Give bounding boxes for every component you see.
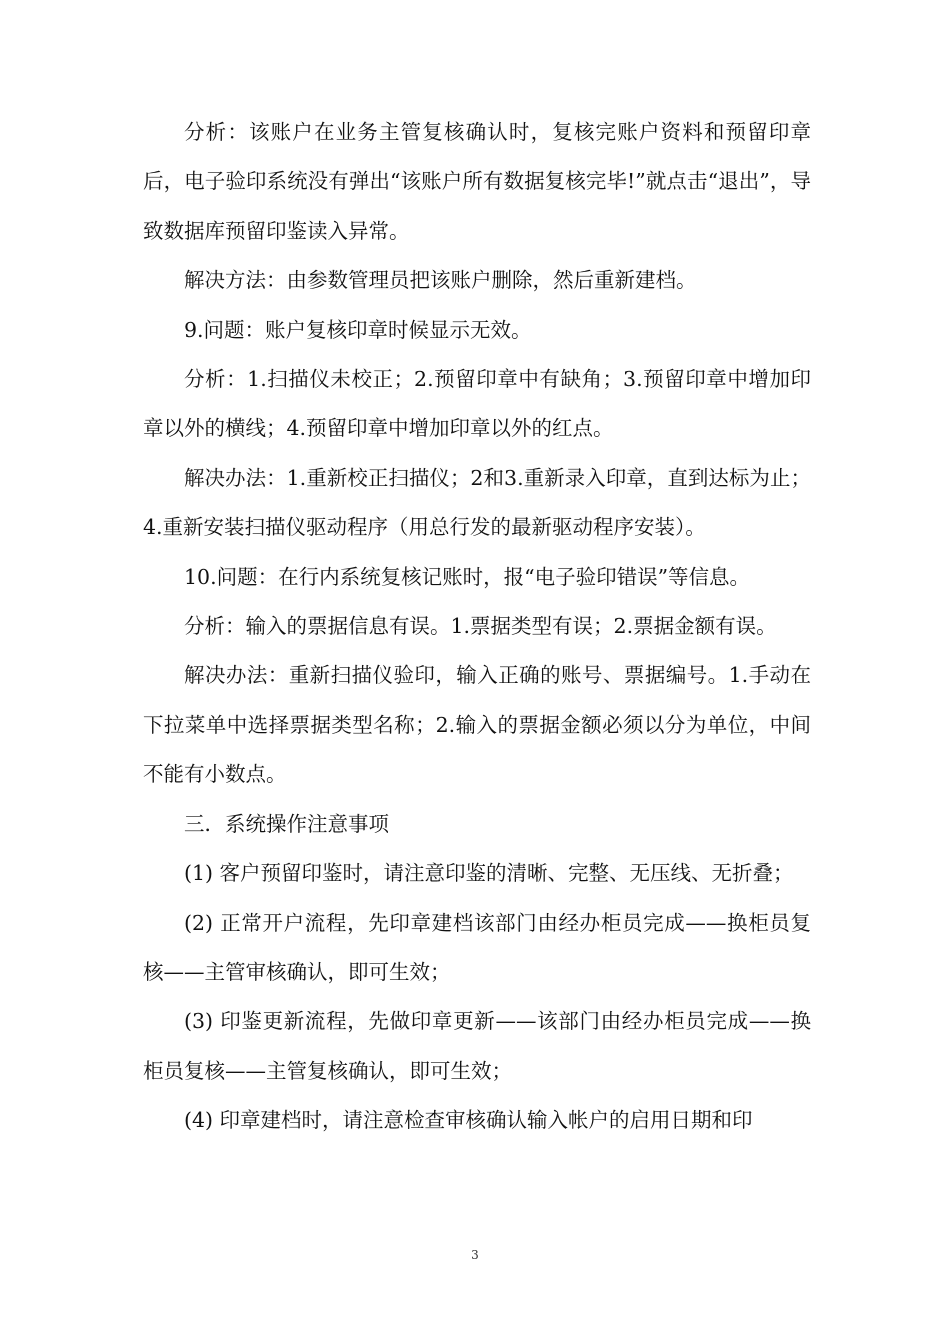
section-heading-3: 三．系统操作注意事项 xyxy=(184,811,389,836)
paragraph-analysis-1: 分析：该账户在业务主管复核确认时，复核完账户资料和预留印章后，电子验印系统没有弹出“该账户所有数据复核完毕!”就点击“退出”，导致数据库预留印鉴读入异常。 xyxy=(143,120,811,243)
paragraph-solution-10: 解决办法：重新扫描仪验印，输入正确的账号、票据编号。1.手动在下拉菜单中选择票据类型名称；2.输入的票据金额必须以分为单位，中间不能有小数点。 xyxy=(143,663,811,787)
paragraph-solution-9: 解决办法：1.重新校正扫描仪；2和3.重新录入印章，直到达标为止；4.重新安装扫描仪驱动程序（用总行发的最新驱动程序安装）。 xyxy=(143,465,811,540)
paragraph-analysis-9: 分析：1.扫描仪未校正；2.预留印章中有缺角；3.预留印章中增加印章以外的横线；4.预留印章中增加印章以外的红点。 xyxy=(143,367,811,441)
note-item-3: (3) 印鉴更新流程，先做印章更新——该部门由经办柜员完成——换柜员复核——主管复核确认，即可生效； xyxy=(143,1009,811,1083)
page-number: 3 xyxy=(471,1248,479,1262)
paragraph-question-10: 10.问题：在行内系统复核记账时，报“电子验印错误”等信息。 xyxy=(184,564,751,589)
paragraph-question-9: 9.问题：账户复核印章时候显示无效。 xyxy=(184,317,532,342)
paragraph-analysis-10: 分析：输入的票据信息有误。1.票据类型有误；2.票据金额有误。 xyxy=(184,614,777,639)
document-body xyxy=(143,108,811,1146)
paragraph-solution-1: 解决方法：由参数管理员把该账户删除，然后重新建档。 xyxy=(184,268,697,293)
note-item-1: (1) 客户预留印鉴时，请注意印鉴的清晰、完整、无压线、无折叠； xyxy=(184,861,794,886)
note-item-2: (2) 正常开户流程，先印章建档该部门由经办柜员完成——换柜员复核——主管审核确认，即可生效； xyxy=(143,910,811,984)
note-item-4: (4) 印章建档时，请注意检查审核确认输入帐户的启用日期和印 xyxy=(184,1108,753,1133)
